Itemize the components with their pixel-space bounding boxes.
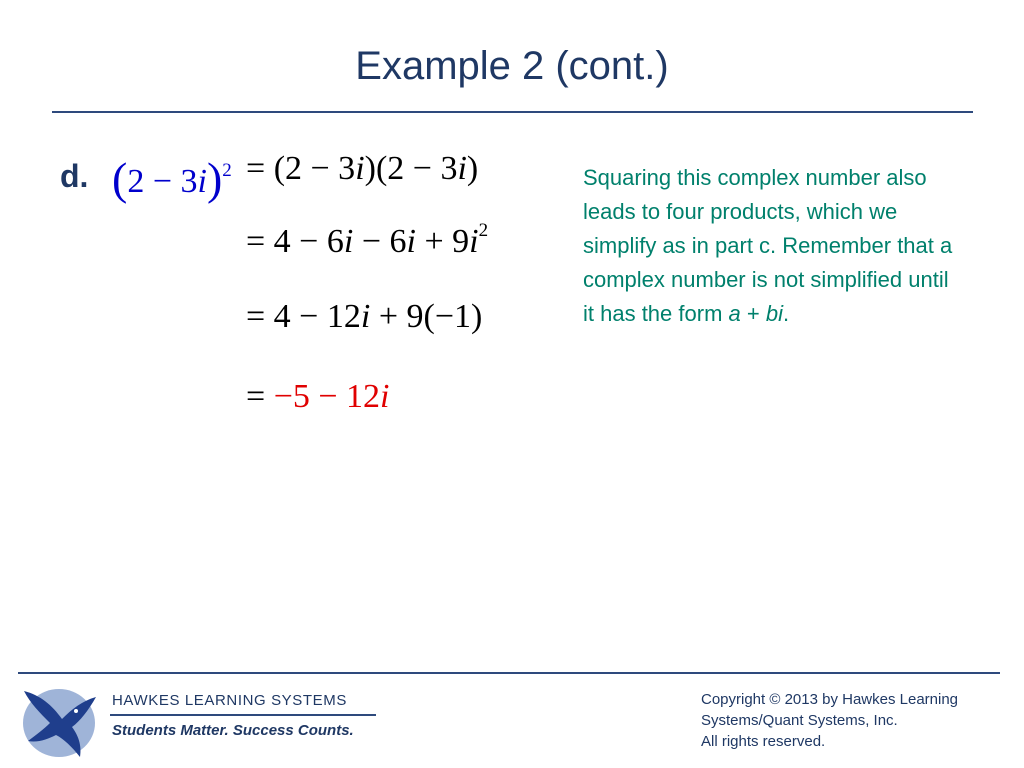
equation-line-2: = $4 - 6i - 6i + 9i^2$ [246,219,489,260]
slide-title: Example 2 (cont.) [355,44,669,88]
title-divider [52,111,973,113]
final-result: −5 − 12i [273,378,390,415]
equation-line-1: = (2 − 3i)(2 − 3i) [246,150,479,187]
copyright-notice [701,689,1001,752]
copyright-line-2: Systems/Quant Systems, Inc. [701,712,898,729]
equation-lhs: $(2 - 3i)^2$ [112,153,232,204]
brand-name: HAWKES LEARNING SYSTEMS [112,692,347,709]
copyright-line-3: All rights reserved. [701,733,826,750]
footer-divider [18,672,1000,674]
explanation-text: Squaring this complex number also leads to four products, which we simplify as in part c. Remember that a complex number is not simplified until it has the form a + bi. [583,165,953,326]
hawk-logo-icon [18,681,100,761]
brand-divider [110,714,376,716]
brand-tagline: Students Matter. Success Counts. [112,722,354,739]
part-label: d. [60,158,89,194]
copyright-line-1: Copyright © 2013 by Hawkes Learning [701,691,959,708]
equation-line-4: = −5 − 12i [246,378,390,415]
equation-line-3: = 4 − 12i + 9(−1) [246,298,483,335]
